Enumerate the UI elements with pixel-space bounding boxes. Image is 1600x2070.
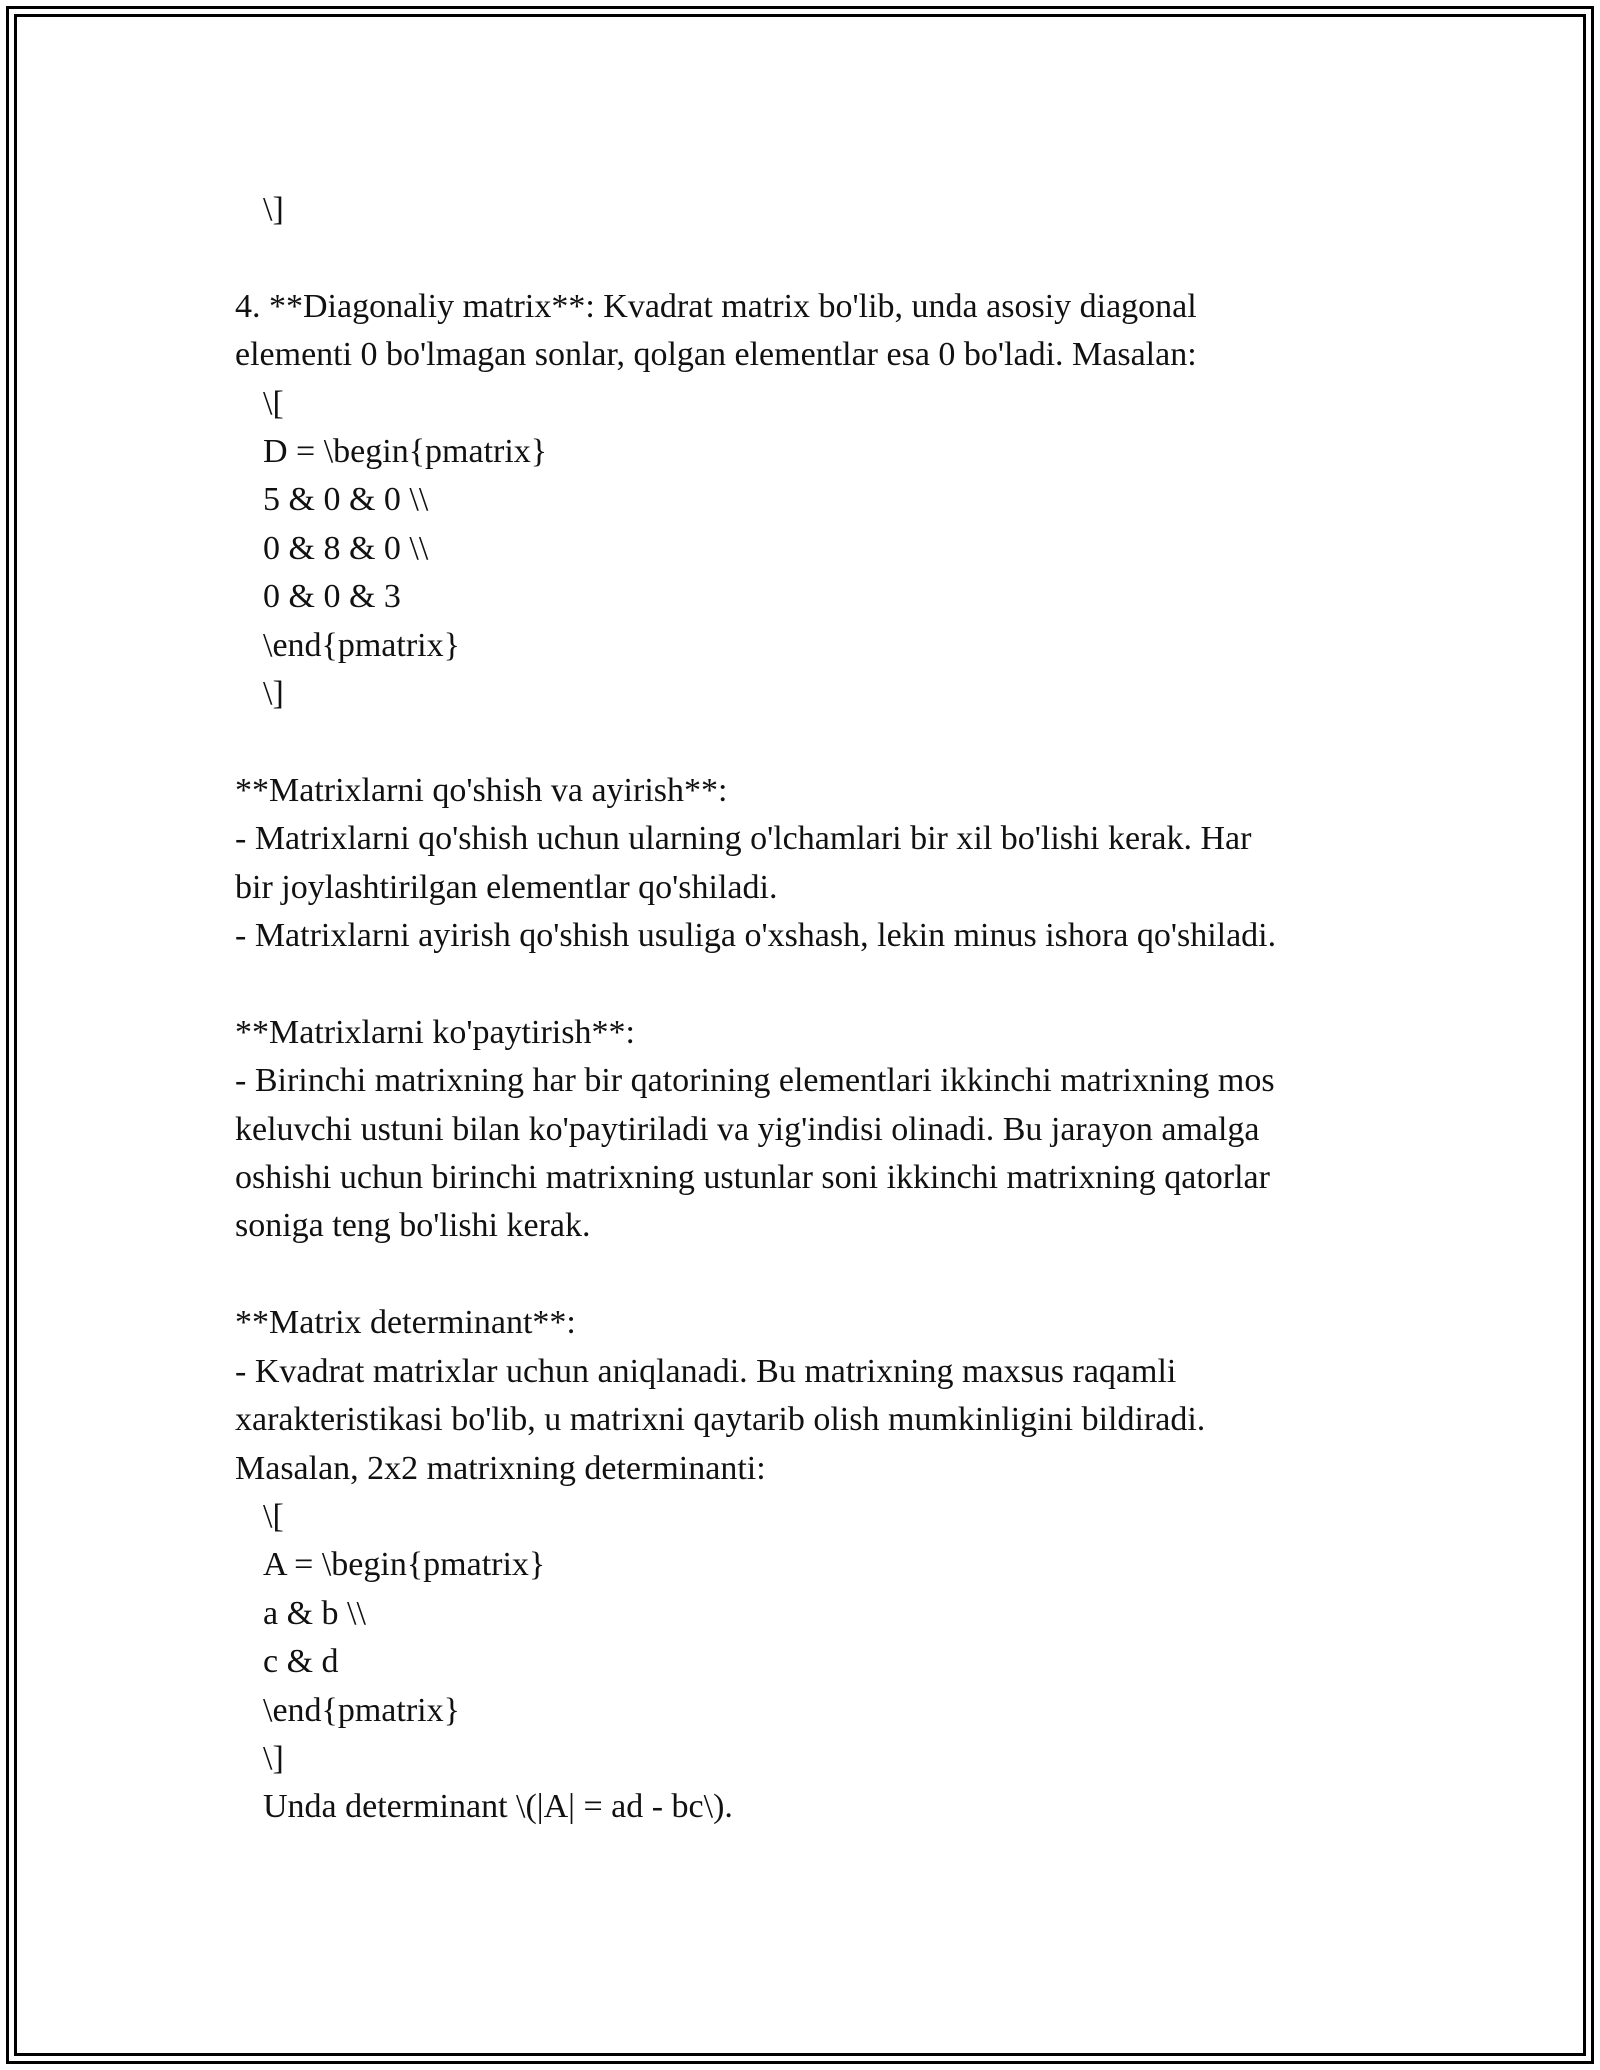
multiplication-text-line: oshishi uchun birinchi matrixning ustunlar soni ikkinchi matrixning qatorlar bbox=[235, 1159, 1270, 1197]
matrix-begin-line: A = \begin{pmatrix} bbox=[263, 1546, 546, 1584]
math-close-line: \] bbox=[263, 675, 284, 713]
determinant-heading-line: **Matrix determinant**: bbox=[235, 1304, 576, 1342]
multiplication-text-line: keluvchi ustuni bilan ko'paytiriladi va yig'indisi olinadi. Bu jarayon amalga bbox=[235, 1110, 1260, 1148]
determinant-formula-line: Unda determinant \(|A| = ad - bc\). bbox=[263, 1788, 733, 1826]
determinant-text-line: xarakteristikasi bo'lib, u matrixni qaytarib olish mumkinligini bildiradi. bbox=[235, 1401, 1206, 1439]
math-close-line: \] bbox=[263, 191, 284, 228]
matrix-begin-line: D = \begin{pmatrix} bbox=[263, 433, 548, 471]
matrix-row-line: c & d bbox=[263, 1643, 339, 1681]
multiplication-heading-line: **Matrixlarni ko'paytirish**: bbox=[235, 1013, 635, 1051]
blank-line bbox=[235, 234, 1385, 282]
determinant-text-line: Masalan, 2x2 matrixning determinanti: bbox=[235, 1449, 766, 1487]
blank-line bbox=[235, 1251, 1385, 1299]
addition-text-line: bir joylashtirilgan elementlar qo'shiladi. bbox=[235, 868, 778, 906]
addition-text-line: - Matrixlarni qo'shish uchun ularning o'lchamlari bir xil bo'lishi kerak. Har bbox=[235, 820, 1252, 858]
multiplication-text-line: - Birinchi matrixning har bir qatorining elementlari ikkinchi matrixning mos bbox=[235, 1062, 1275, 1100]
math-open-line: \[ bbox=[263, 1497, 284, 1535]
document-body bbox=[235, 186, 1385, 1832]
blank-line bbox=[235, 960, 1385, 1008]
subtraction-text-line: - Matrixlarni ayirish qo'shish usuliga o'xshash, lekin minus ishora qo'shiladi. bbox=[235, 917, 1277, 955]
matrix-row-line: a & b \\ bbox=[263, 1594, 366, 1632]
diagonal-matrix-text-line: elementi 0 bo'lmagan sonlar, qolgan elementlar esa 0 bo'ladi. Masalan: bbox=[235, 336, 1197, 374]
matrix-end-line: \end{pmatrix} bbox=[263, 626, 460, 664]
blank-line bbox=[235, 718, 1385, 766]
determinant-text-line: - Kvadrat matrixlar uchun aniqlanadi. Bu matrixning maxsus raqamli bbox=[235, 1352, 1177, 1390]
addition-heading-line: **Matrixlarni qo'shish va ayirish**: bbox=[235, 771, 728, 809]
matrix-end-line: \end{pmatrix} bbox=[263, 1691, 460, 1729]
matrix-row-line: 0 & 8 & 0 \\ bbox=[263, 529, 429, 567]
multiplication-text-line: soniga teng bo'lishi kerak. bbox=[235, 1207, 591, 1245]
matrix-row-line: 5 & 0 & 0 \\ bbox=[263, 481, 429, 519]
math-open-line: \[ bbox=[263, 384, 284, 422]
math-close-line: \] bbox=[263, 1739, 284, 1777]
matrix-row-line: 0 & 0 & 3 bbox=[263, 578, 401, 616]
diagonal-matrix-heading-line: 4. **Diagonaliy matrix**: Kvadrat matrix bo'lib, unda asosiy diagonal bbox=[235, 287, 1197, 325]
